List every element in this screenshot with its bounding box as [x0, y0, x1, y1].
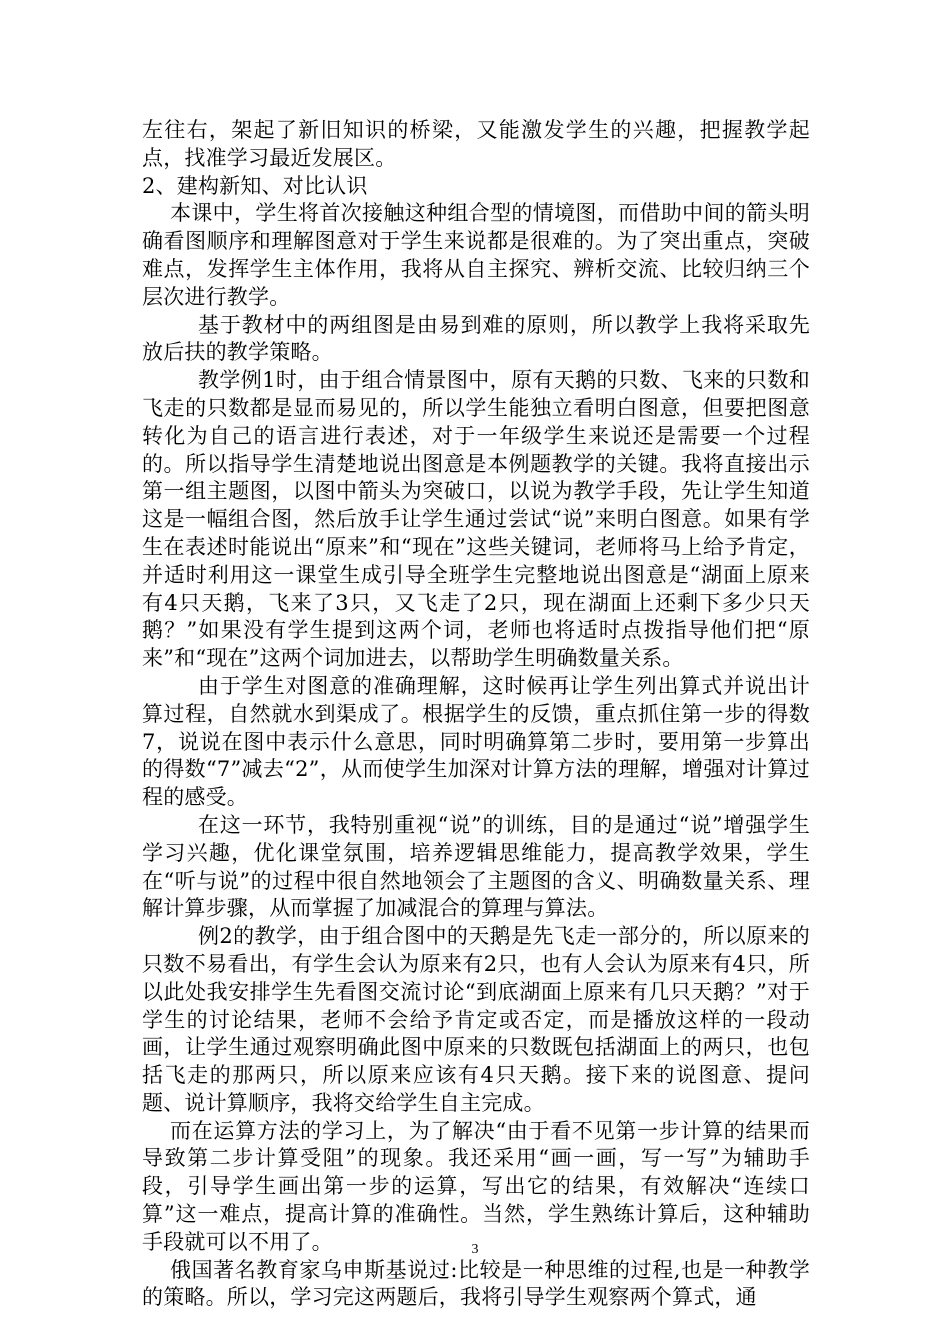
document-body	[142, 117, 810, 1312]
section-heading: 2、建构新知、对比认识	[142, 173, 368, 198]
paragraph-intro: 本课中，学生将首次接触这种组合型的情境图，而借助中间的箭头明确看图顺序和理解图意对于学生来说都是很难的。为了突出重点，突破难点，发挥学生主体作用，我将从自主探究、辨析交流、比较归纳三个层次进行教学。	[142, 201, 810, 309]
paragraph-example-2: 例2的教学，由于组合图中的天鹅是先飞走一部分的，所以原来的只数不易看出，有学生会认为原来有2只，也有人会认为原来有4只，所以此处我安排学生先看图交流讨论“到底湖面上原来有几只天鹅？”对于学生的讨论结果，老师不会给予肯定或否定，而是播放这样的一段动画，让学生通过观察明确此图中原来的只数既包括湖面上的两只，也包括飞走的那两只，所以原来应该有4只天鹅。接下来的说图意、提问题、说计算顺序，我将交给学生自主完成。	[142, 924, 810, 1115]
page-number: 3	[471, 1242, 479, 1257]
paragraph-strategy: 基于教材中的两组图是由易到难的原则，所以教学上我将采取先放后扶的教学策略。	[142, 312, 810, 365]
paragraph-speaking-training: 在这一环节，我特别重视“说”的训练，目的是通过“说”增强学生学习兴趣，优化课堂氛围，培养逻辑思维能力，提高教学效果，学生在“听与说”的过程中很自然地领会了主题图的含义、明确数量关系、理解计算步骤，从而掌握了加减混合的算理与算法。	[142, 812, 810, 921]
paragraph-continuation: 左往右，架起了新旧知识的桥梁，又能激发学生的兴趣，把握教学起点，找准学习最近发展区。	[142, 118, 810, 170]
paragraph-calculation: 由于学生对图意的准确理解，这时候再让学生列出算式并说出计算过程，自然就水到渠成了。根据学生的反馈，重点抓住第一步的得数7，说说在图中表示什么意思，同时明确算第二步时，要用第一步算出的得数“7”减去“2”，从而使学生加深对计算方法的理解，增强对计算过程的感受。	[142, 673, 810, 810]
paragraph-comparison: 俄国著名教育家乌申斯基说过:比较是一种思维的过程,也是一种教学的策略。所以，学习完这两题后，我将引导学生观察两个算式，通	[142, 1257, 810, 1310]
paragraph-example-1: 教学例1时，由于组合情景图中，原有天鹅的只数、飞来的只数和飞走的只数都是显而易见的，所以学生能独立看明白图意，但要把图意转化为自己的语言进行表述，对于一年级学生来说还是需要一个过程的。所以指导学生清楚地说出图意是本例题教学的关键。我将直接出示第一组主题图，以图中箭头为突破口，以说为教学手段，先让学生知道这是一幅组合图，然后放手让学生通过尝试“说”来明白图意。如果有学生在表述时能说出“原来”和“现在”这些关键词，老师将马上给予肯定，并适时利用这一课堂生成引导全班学生完整地说出图意是“湖面上原来有4只天鹅，飞来了3只，又飞走了2只，现在湖面上还剩下多少只天鹅？”如果没有学生提到这两个词，老师也将适时点拨指导他们把“原来”和“现在”这两个词加进去，以帮助学生明确数量关系。	[142, 368, 810, 671]
paragraph-method: 而在运算方法的学习上，为了解决“由于看不见第一步计算的结果而导致第二步计算受阻”的现象。我还采用“画一画，写一写”为辅助手段，引导学生画出第一步的运算，写出它的结果，有效解决“连续口算”这一难点，提高计算的准确性。当然，学生熟练计算后，这种辅助手段就可以不用了。	[142, 1118, 810, 1254]
